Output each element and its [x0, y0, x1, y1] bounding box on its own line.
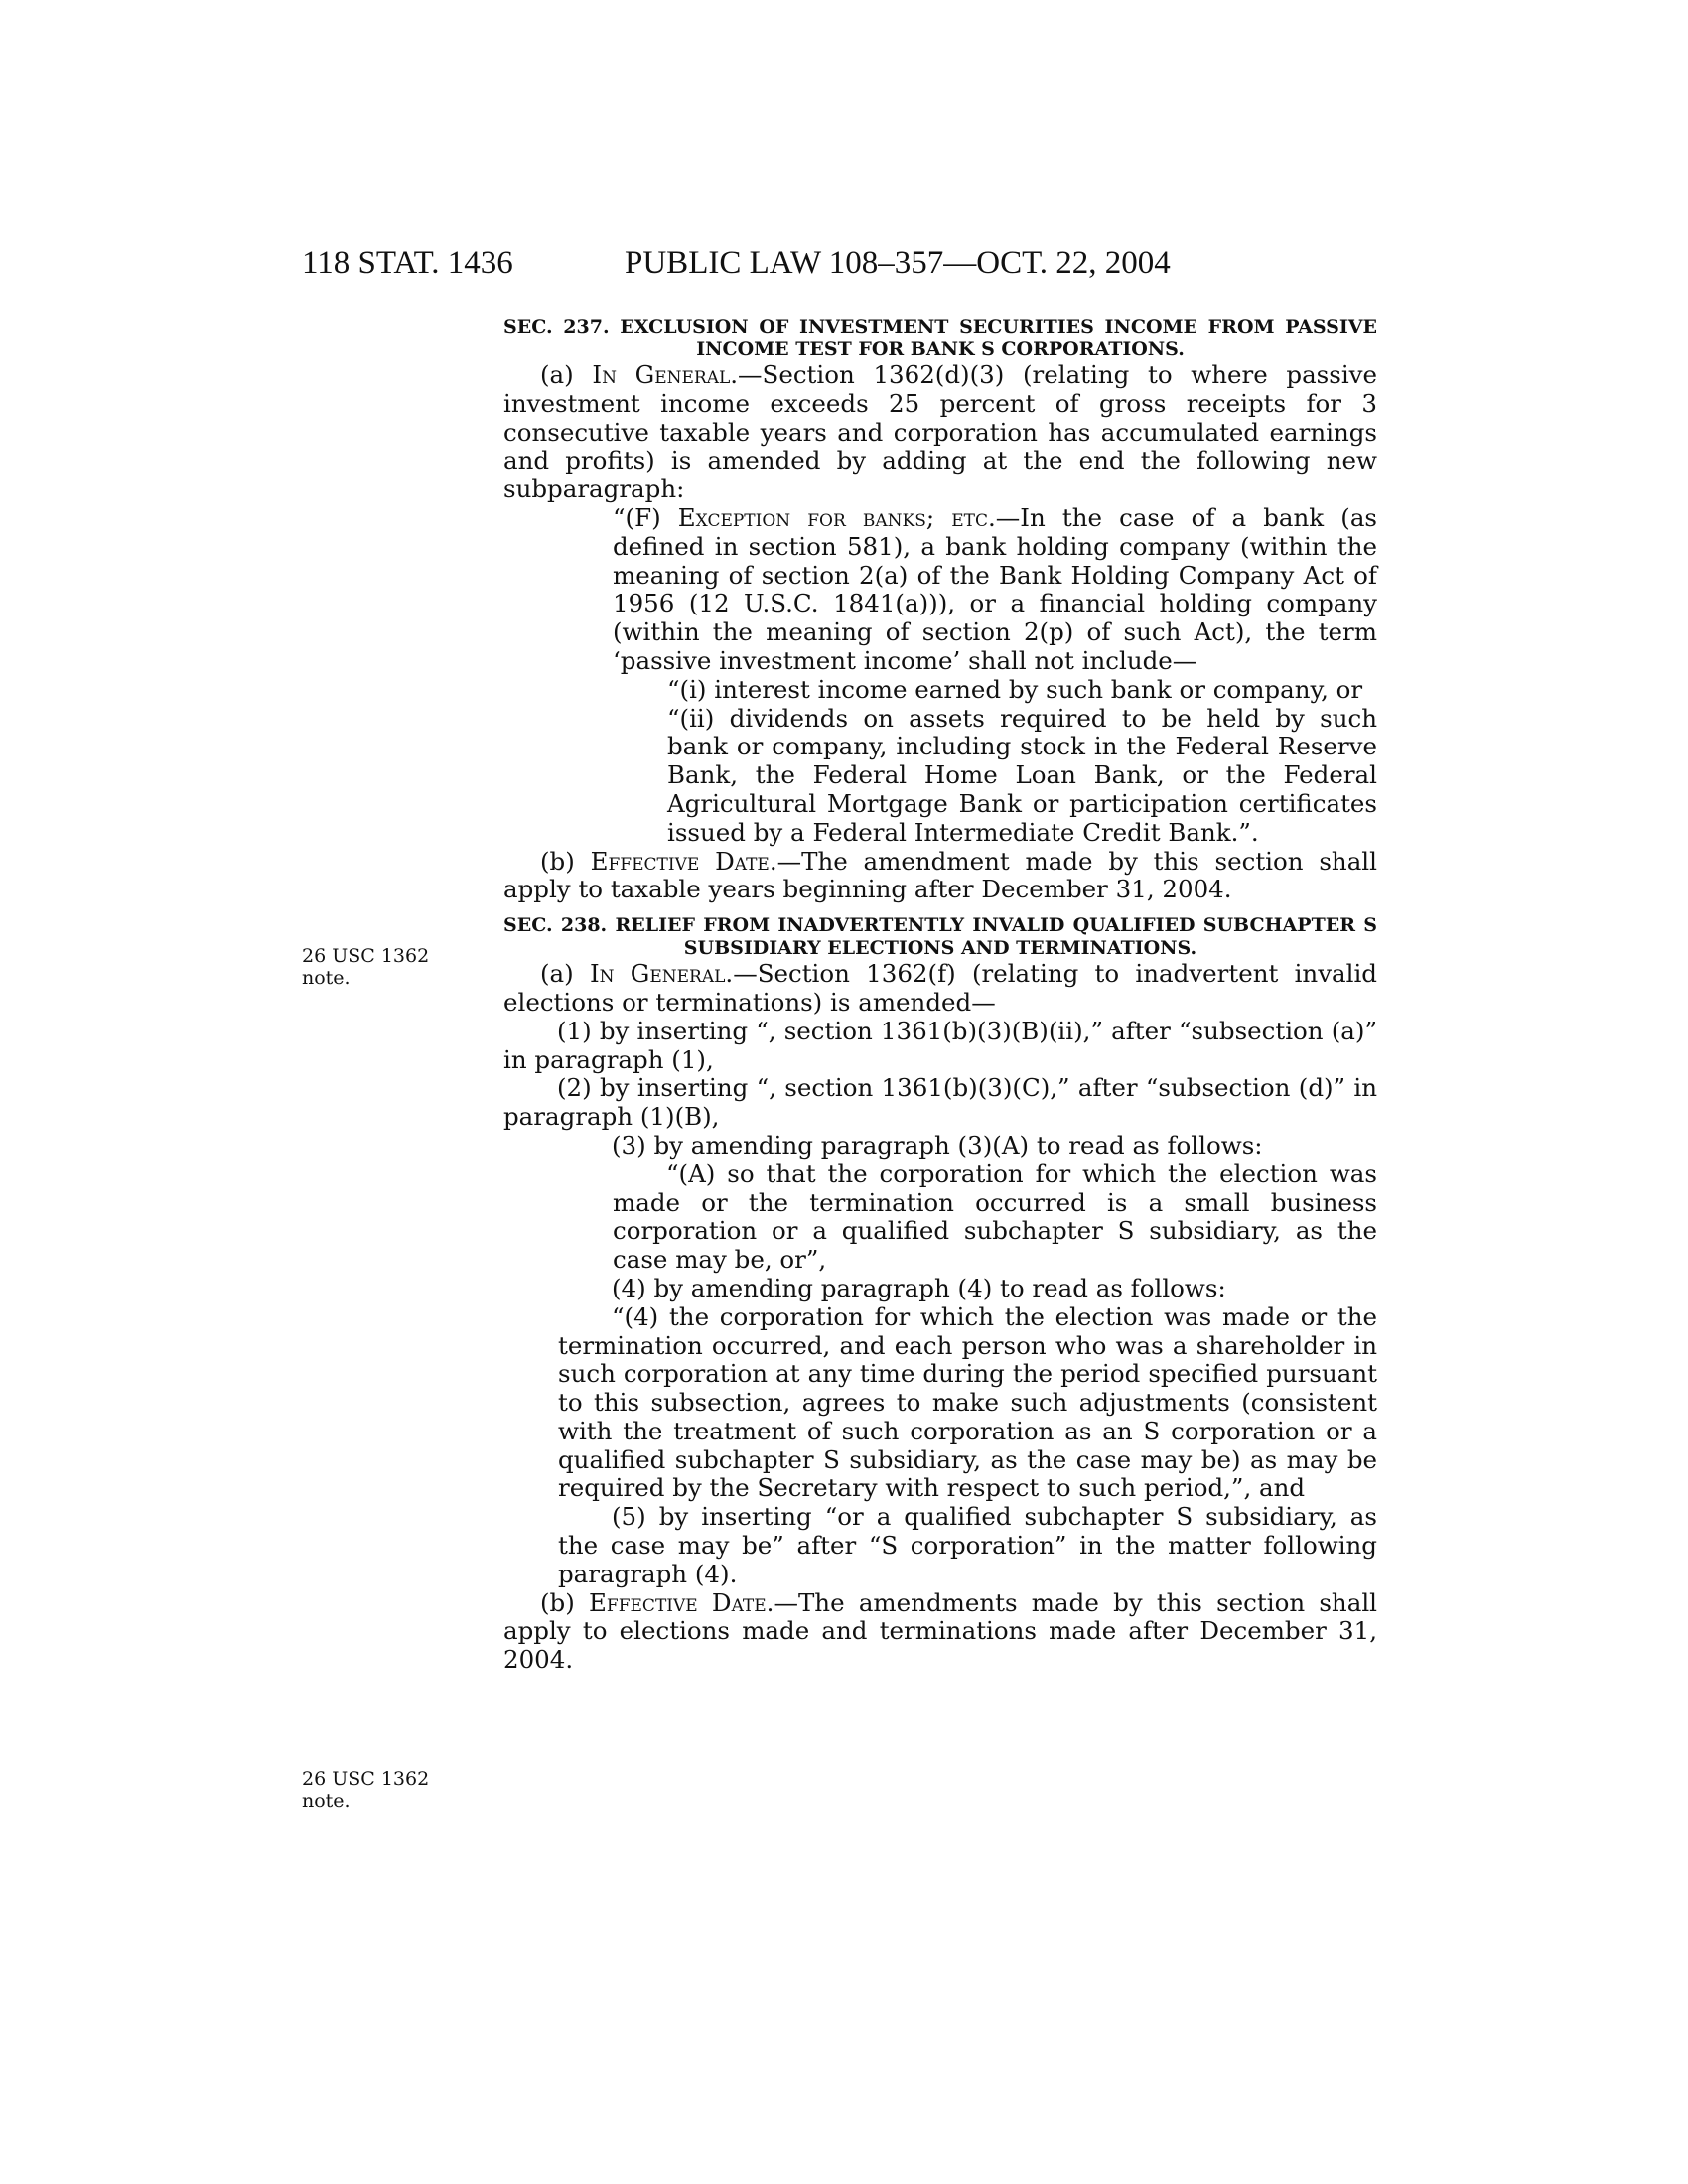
subsection-text: .—The amendments made by this section shall apply to elections made and terminations made after December 31, 2004. — [503, 1587, 1377, 1675]
subsection-caption: In General — [589, 959, 726, 989]
subsection-text: .—Section 1362(d)(3) (relating to where passive investment income exceeds 25 percent of gross receipts for 3 consecutive taxable years and corporation has accumulated earnings and profits) is amended by adding at the end the following new subparagraph: — [503, 360, 1377, 504]
document-body — [503, 316, 1377, 1675]
public-law-title: PUBLIC LAW 108–357—OCT. 22, 2004 — [625, 245, 1171, 281]
margin-note-label: note. — [302, 1790, 351, 1812]
statute-page-number: 118 STAT. 1436 — [302, 245, 513, 281]
subparagraph-text: .—In the case of a bank (as defined in section 581), a bank holding company (within the meaning of section 2(a) of the Bank Holding Company Act of 1956 (12 U.S.C. 1841(a))), or a financial holding company (within the meaning of section 2(p) of such Act), the term ‘passive investment income’ shall not include— — [613, 502, 1377, 675]
margin-note-label: note. — [302, 967, 351, 989]
amendment-item-4: (4) by amending paragraph (4) to read as follows: — [612, 1273, 1226, 1302]
subsection-label: (b) — [540, 846, 591, 876]
page-header — [302, 245, 1378, 285]
margin-note-citation: 26 USC 1362 — [302, 1768, 430, 1790]
subsection-text: .—The amendment made by this section shall apply to taxable years beginning after December 31, 2004. — [503, 846, 1377, 904]
subsection-label: (b) — [540, 1587, 590, 1617]
amendment-item-3-quote: “(A) so that the corporation for which the election was made or the termination occurred is a small business corporation or a qualified subchapter S subsidiary, as the case may be, or”, — [613, 1159, 1377, 1275]
subparagraph-caption: Exception for banks; etc — [677, 502, 989, 532]
subparagraph-F — [503, 504, 1377, 676]
section-237-subsection-b — [503, 848, 1377, 905]
amendment-item-5: (5) by inserting “or a qualified subchapter S subsidiary, as the case may be” after “S corporation” in the matter following paragraph (4). — [558, 1502, 1377, 1588]
amendment-item-4-quote: “(4) the corporation for which the election was made or the termination occurred, and each person who was a shareholder in such corporation at any time during the period specified pursuant to this subsection, agrees to make such adjustments (consistent with the treatment of such corporation as an S corporation or a qualified subchapter S subsidiary, as the case may be) as may be required by the Secretary with respect to such period,”, and — [558, 1301, 1377, 1503]
section-238-heading: SEC. 238. RELIEF FROM INADVERTENTLY INVALID QUALIFIED SUBCHAPTER S SUBSIDIARY ELECTIONS AND TERMINATIONS. — [503, 914, 1377, 960]
subsection-caption: Effective Date — [589, 1587, 767, 1617]
margin-note-citation: 26 USC 1362 — [302, 945, 430, 967]
margin-note-sec237 — [302, 945, 429, 989]
section-238-subsection-b — [503, 1589, 1377, 1675]
clause-i: “(i) interest income earned by such bank or company, or — [667, 674, 1363, 704]
section-238-subsection-a — [503, 960, 1377, 1018]
subsection-label: (a) — [540, 360, 593, 389]
section-237-heading: SEC. 237. EXCLUSION OF INVESTMENT SECURITIES INCOME FROM PASSIVE INCOME TEST FOR BANK S CORPORATIONS. — [503, 316, 1377, 360]
amendment-item-2: (2) by inserting “, section 1361(b)(3)(C),” after “subsection (d)” in paragraph (1)(B), — [503, 1073, 1377, 1132]
amendment-item-1: (1) by inserting “, section 1361(b)(3)(B)(ii),” after “subsection (a)” in paragraph (1), — [503, 1016, 1377, 1074]
amendment-item-3: (3) by amending paragraph (3)(A) to read as follows: — [612, 1130, 1263, 1160]
subsection-label: (a) — [540, 959, 590, 989]
subparagraph-label: “(F) — [613, 502, 678, 532]
subsection-text: .—Section 1362(f) (relating to inadvertent invalid elections or terminations) is amended— — [503, 959, 1377, 1017]
margin-note-sec238 — [302, 1768, 429, 1812]
clause-ii: “(ii) dividends on assets required to be held by such bank or company, including stock in the Federal Reserve Bank, the Federal Home Loan Bank, or the Federal Agricultural Mortgage Bank or participation certificates issued by a Federal Intermediate Credit Bank.”. — [667, 703, 1377, 847]
subsection-caption: In General — [592, 360, 731, 389]
subsection-caption: Effective Date — [590, 846, 770, 876]
section-237-subsection-a — [503, 361, 1377, 504]
